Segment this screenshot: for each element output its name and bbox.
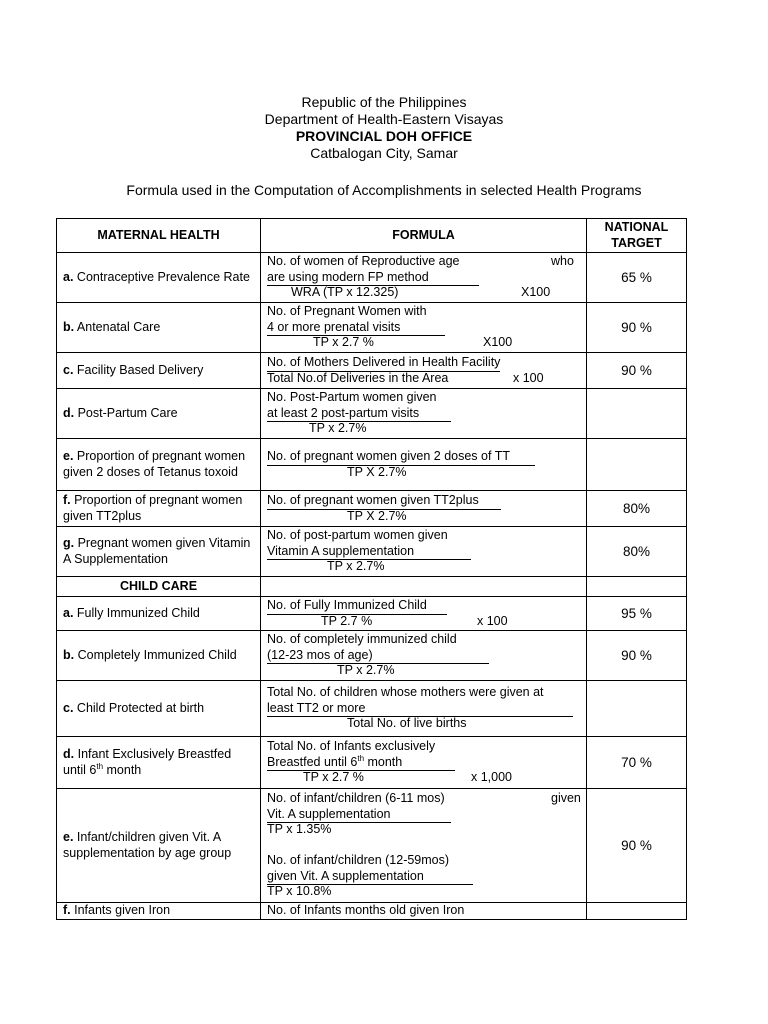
program-name: d. Infant Exclusively Breastfed until 6th month [57, 737, 261, 789]
table-row [57, 789, 687, 903]
formula-cell: No. Post-Partum women given at least 2 post-partum visits TP x 2.7% [261, 389, 587, 439]
section-child-care: CHILD CARE [57, 577, 261, 597]
header-formula: FORMULA [261, 219, 587, 253]
program-name: e. Proportion of pregnant women given 2 doses of Tetanus toxoid [57, 439, 261, 491]
table-row [57, 303, 687, 353]
formula-cell: No. of pregnant women given TT2plus TP X 2.7% [261, 491, 587, 527]
document-subtitle: Formula used in the Computation of Accomplishments in selected Health Programs [126, 182, 642, 198]
national-target: 70 % [587, 737, 687, 789]
formula-cell: Total No. of children whose mothers were given at least TT2 or more Total No. of live births [261, 681, 587, 737]
program-name: b. Antenatal Care [57, 303, 261, 353]
table-row [57, 389, 687, 439]
table-row [57, 631, 687, 681]
national-target [587, 439, 687, 491]
section-row [57, 577, 687, 597]
program-name: d. Post-Partum Care [57, 389, 261, 439]
formula-cell: No. of women of Reproductive age who are using modern FP method WRA (TP x 12.325) X100 [261, 253, 587, 303]
table-row [57, 491, 687, 527]
table-row [57, 597, 687, 631]
national-target [587, 903, 687, 920]
table-row [57, 737, 687, 789]
header-national-target: NATIONAL TARGET [587, 219, 687, 253]
program-name: a. Fully Immunized Child [57, 597, 261, 631]
document-header [0, 94, 768, 162]
formula-cell: No. of Infants months old given Iron [261, 903, 587, 920]
program-name: e. Infant/children given Vit. A supplementation by age group [57, 789, 261, 903]
national-target: 90 % [587, 303, 687, 353]
formula-cell: No. of completely immunized child (12-23 mos of age) TP x 2.7% [261, 631, 587, 681]
program-name: g. Pregnant women given Vitamin A Supplementation [57, 527, 261, 577]
header-maternal-health: MATERNAL HEALTH [57, 219, 261, 253]
table-header-row [57, 219, 687, 253]
national-target: 90 % [587, 789, 687, 903]
national-target: 90 % [587, 353, 687, 389]
national-target [587, 681, 687, 737]
header-department: Department of Health-Eastern Visayas [264, 111, 504, 127]
formula-table [56, 218, 687, 920]
table-row [57, 439, 687, 491]
program-name: f. Infants given Iron [57, 903, 261, 920]
formula-cell: Total No. of Infants exclusively Breastfed until 6th month TP x 2.7 % x 1,000 [261, 737, 587, 789]
national-target: 95 % [587, 597, 687, 631]
formula-cell: No. of infant/children (6-11 mos) given Vit. A supplementation TP x 1.35% No. of infant/children (12-59mos) given Vit. A supplementation TP x 10.8% [261, 789, 587, 903]
header-location: Catbalogan City, Samar [310, 145, 458, 161]
national-target: 80% [587, 527, 687, 577]
table-row [57, 681, 687, 737]
formula-cell: No. of Fully Immunized Child TP 2.7 % x 100 [261, 597, 587, 631]
formula-cell: No. of Mothers Delivered in Health Facility Total No.of Deliveries in the Area x 100 [261, 353, 587, 389]
formula-cell: No. of pregnant women given 2 doses of TT TP X 2.7% [261, 439, 587, 491]
header-office: PROVINCIAL DOH OFFICE [295, 128, 473, 144]
program-name: c. Child Protected at birth [57, 681, 261, 737]
national-target: 80% [587, 491, 687, 527]
table-row [57, 527, 687, 577]
table-row [57, 353, 687, 389]
national-target: 65 % [587, 253, 687, 303]
table-row [57, 253, 687, 303]
program-name: f. Proportion of pregnant women given TT2plus [57, 491, 261, 527]
program-name: b. Completely Immunized Child [57, 631, 261, 681]
program-name: a. Contraceptive Prevalence Rate [57, 253, 261, 303]
table-row [57, 903, 687, 920]
national-target [587, 389, 687, 439]
program-name: c. Facility Based Delivery [57, 353, 261, 389]
formula-cell: No. of Pregnant Women with 4 or more prenatal visits TP x 2.7 % X100 [261, 303, 587, 353]
formula-cell: No. of post-partum women given Vitamin A supplementation TP x 2.7% [261, 527, 587, 577]
header-country: Republic of the Philippines [301, 94, 467, 110]
national-target: 90 % [587, 631, 687, 681]
